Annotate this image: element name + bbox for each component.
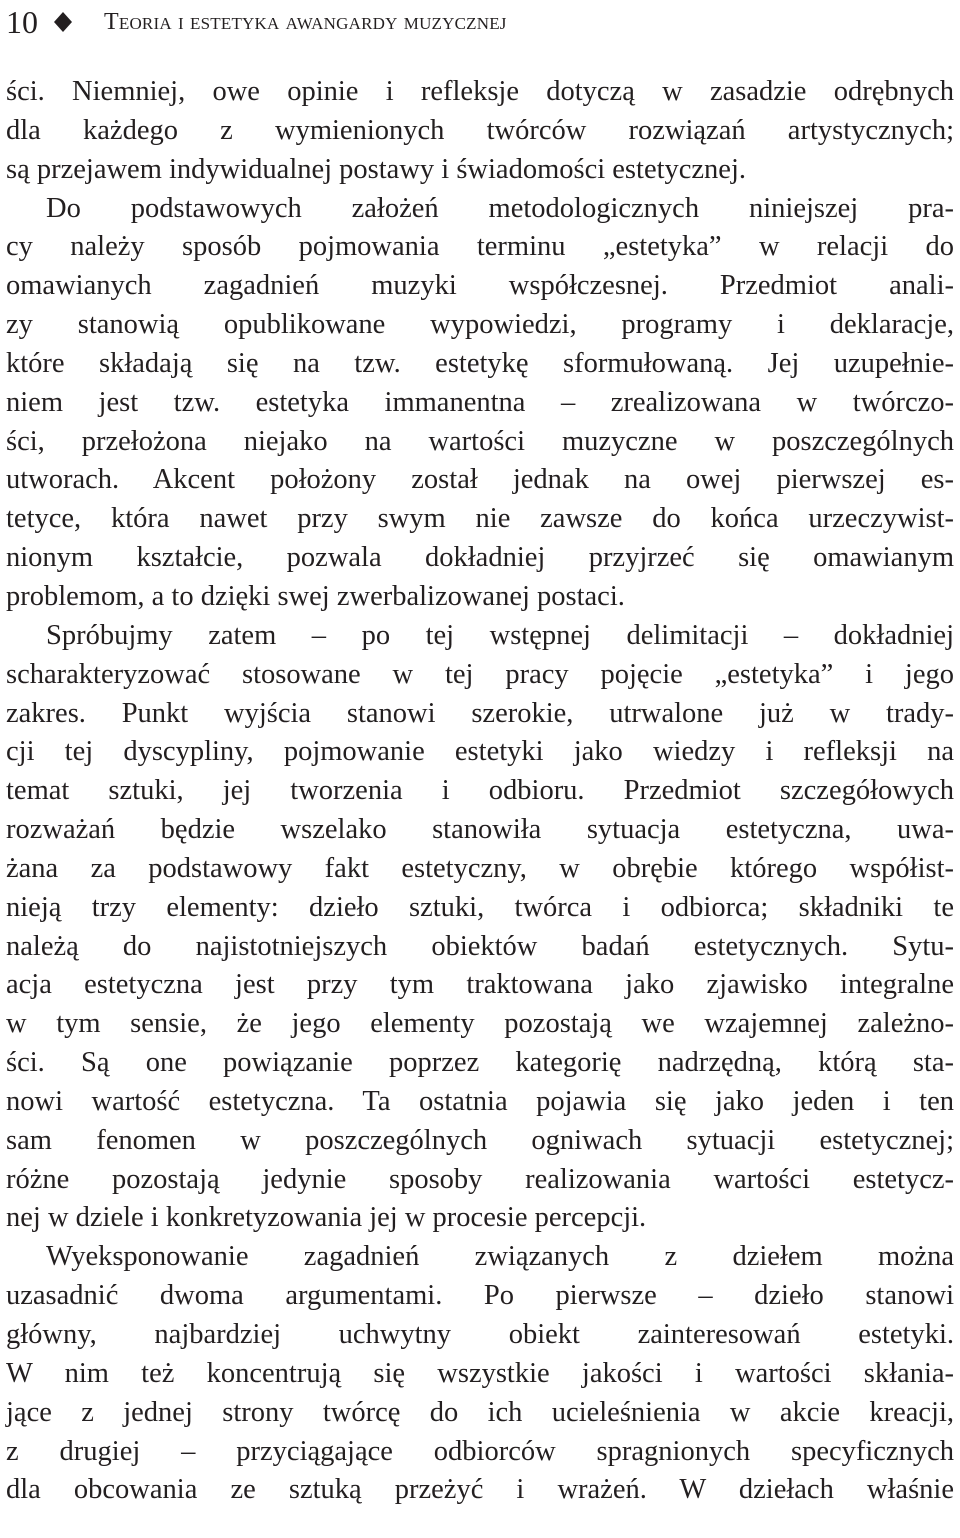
text-line: w tym sensie, że jego elementy pozostają we wzajemnej zależno-: [6, 1008, 954, 1040]
text-line: ści. Są one powiązanie poprzez kategorię nadrzędną, którą sta-: [6, 1047, 954, 1079]
text-line: uzasadnić dwoma argumentami. Po pierwsze – dzieło stanowi: [6, 1280, 954, 1312]
text-line: jące z jednej strony twórcę do ich ucieleśnienia w akcie kreacji,: [6, 1396, 954, 1428]
text-line: niem jest tzw. estetyka immanentna – zrealizowana w twórczo-: [6, 386, 954, 418]
running-head: [6, 2, 507, 42]
text-line: ści, przełożona niejako na wartości muzyczne w poszczególnych: [6, 425, 954, 457]
text-line: acja estetyczna jest przy tym traktowana jako zjawisko integralne: [6, 969, 954, 1001]
text-line: ści. Niemniej, owe opinie i refleksje dotyczą w zasadzie odrębnych: [6, 76, 954, 107]
text-line: nowi wartość estetyczna. Ta ostatnia pojawia się jako jeden i ten: [6, 1085, 954, 1117]
text-line: scharakteryzować stosowane w tej pracy pojęcie „estetyka” i jego: [6, 658, 954, 690]
text-line: temat sztuki, jej tworzenia i odbioru. Przedmiot szczegółowych: [6, 775, 954, 807]
text-line: należą do najistotniejszych obiektów badań estetycznych. Sytu-: [6, 930, 954, 962]
text-line: zakres. Punkt wyjścia stanowi szerokie, utrwalone już w trady-: [6, 697, 954, 729]
text-line: różne pozostają jedynie sposoby realizowania wartości estetycz-: [6, 1163, 954, 1195]
text-line: rozważań będzie wszelako stanowiła sytuacja estetyczna, uwa-: [6, 814, 954, 846]
text-line: żana za podstawowy fakt estetyczny, w obrębie którego współist-: [6, 852, 954, 884]
running-title: Teoria i estetyka awangardy muzycznej: [104, 9, 507, 35]
text-line: Do podstawowych założeń metodologicznych niniejszej pra-: [46, 192, 954, 224]
text-line: Spróbujmy zatem – po tej wstępnej delimitacji – dokładniej: [46, 619, 954, 651]
text-line: utworach. Akcent położony został jednak na owej pierwszej es-: [6, 464, 954, 496]
text-line: nieją trzy elementy: dzieło sztuki, twórca i odbiorca; składniki te: [6, 891, 954, 923]
text-line: z drugiej – przyciągające odbiorców spragnionych specyficznych: [6, 1435, 954, 1467]
text-line: omawianych zagadnień muzyki współczesnej. Przedmiot anali-: [6, 270, 954, 302]
text-line: tetyce, która nawet przy swym nie zawsze do końca urzeczywist-: [6, 503, 954, 535]
text-line: cji tej dyscypliny, pojmowanie estetyki jako wiedzy i refleksji na: [6, 736, 954, 768]
text-line: sam fenomen w poszczególnych ogniwach sytuacji estetycznej;: [6, 1124, 954, 1156]
text-line: zy stanowią opublikowane wypowiedzi, programy i deklaracje,: [6, 309, 954, 341]
page-number: 10: [6, 4, 38, 40]
text-line: nionym kształcie, pozwala dokładniej przyjrzeć się omawianym: [6, 542, 954, 574]
text-line: W nim też koncentrują się wszystkie jakości i wartości skłania-: [6, 1357, 954, 1389]
body-text: [6, 73, 954, 1510]
text-line: główny, najbardziej uchwytny obiekt zainteresowań estetyki.: [6, 1319, 954, 1350]
text-line: problemom, a to dzięki swej zwerbalizowanej postaci.: [6, 580, 625, 612]
text-line: które składają się na tzw. estetykę sformułowaną. Jej uzupełnie-: [6, 347, 954, 379]
diamond-icon: [52, 2, 74, 42]
text-line: dla obcowania ze sztuką przeżyć i wrażeń. W dziełach właśnie: [6, 1474, 954, 1506]
text-line: cy należy sposób pojmowania terminu „estetyka” w relacji do: [6, 231, 954, 263]
text-line: Wyeksponowanie zagadnień związanych z dziełem można: [46, 1241, 954, 1273]
text-line: nej w dziele i konkretyzowania jej w procesie percepcji.: [6, 1202, 647, 1234]
text-line: są przejawem indywidualnej postawy i świadomości estetycznej.: [6, 153, 746, 185]
text-line: dla każdego z wymienionych twórców rozwiązań artystycznych;: [6, 114, 954, 146]
